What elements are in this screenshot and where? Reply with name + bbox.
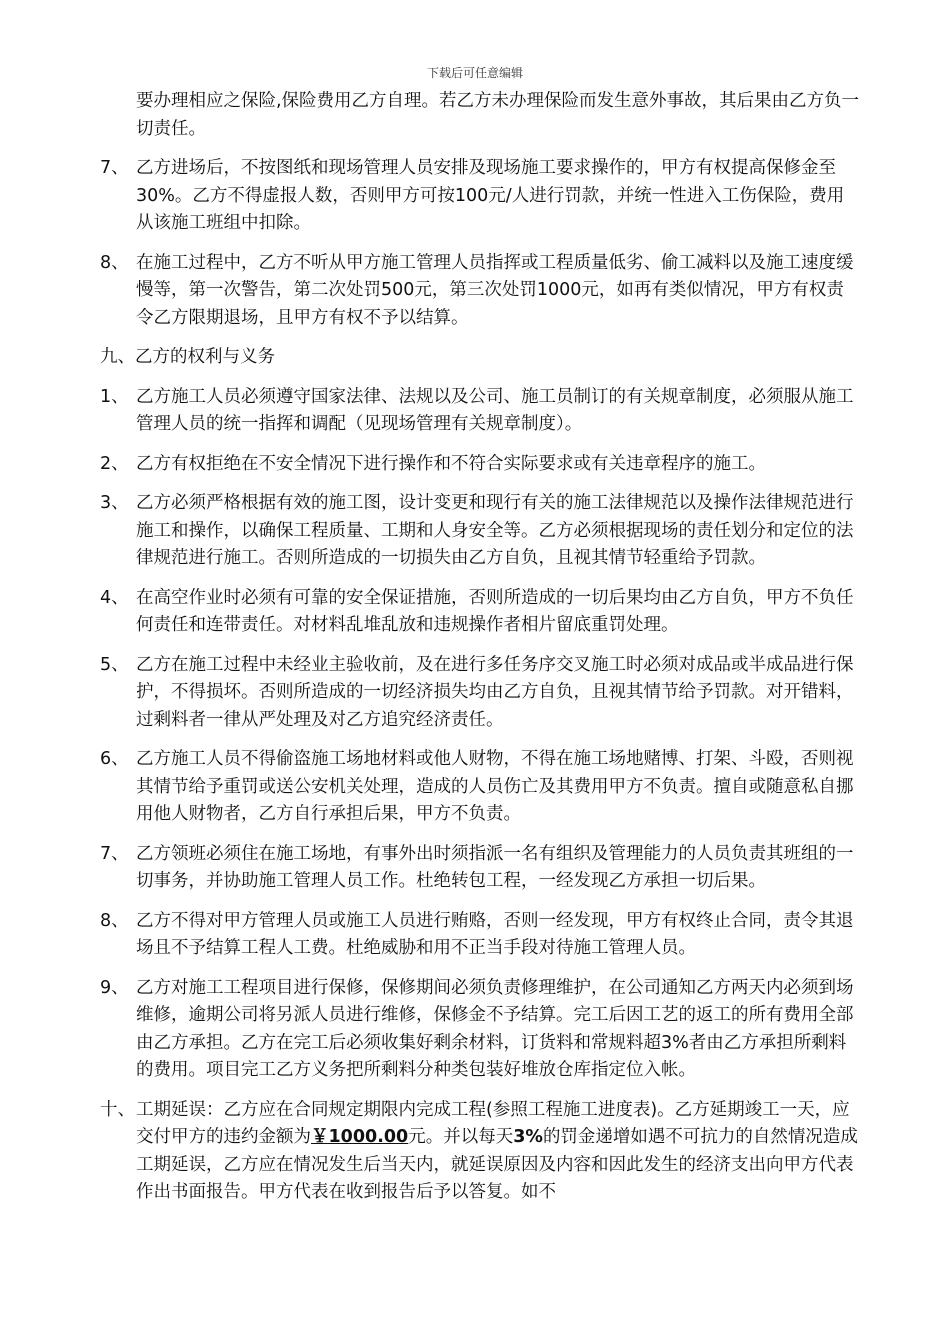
clause-text: 乙方领班必须住在施工场地，有事外出时须指派一名有组织及管理能力的人员负责其班组的一切事务，并协助施工管理人员工作。杜绝转包工程，一经发现乙方承担一切后果。	[136, 843, 854, 891]
clause-9-4	[100, 585, 860, 640]
clause-number: 3、	[100, 493, 129, 513]
section-text-part1: 工期延误：乙方应在合同规定期限内完成工程(参照工程施工进度表)。乙方延期竣工一天，应交付甲方的违约金额为	[136, 1099, 850, 1147]
clause-text: 乙方不得对甲方管理人员或施工人员进行贿赂，否则一经发现，甲方有权终止合同，责令其退场且不予结算工程人工费。杜绝威胁和用不正当手段对待施工管理人员。	[136, 910, 854, 958]
section-text-part3: 的罚金递增如遇不可抗力的自然情况造成工期延误，乙方应在情况发生后当天内，就延误原因及内容和因此发生的经济支出向甲方代表作出书面报告。甲方代表在收到报告后予以答复。如不	[136, 1127, 858, 1202]
clause-text: 乙方有权拒绝在不安全情况下进行操作和不符合实际要求或有关违章程序的施工。	[136, 453, 766, 474]
clause-number: 9、	[100, 977, 129, 998]
clause-text: 在施工过程中，乙方不听从甲方施工管理人员指挥或工程质量低劣、偷工减料以及施工速度缓慢等，第一次警告，第二次处罚500元，第三次处罚1000元，如再有类似情况，甲方有权责令乙方限期退场，且甲方有权不予以结算。	[136, 252, 854, 328]
section-number: 十、	[100, 1099, 135, 1120]
clause-number: 5、	[100, 654, 129, 675]
clause-number: 7、	[100, 843, 129, 864]
clause-text: 在高空作业时必须有可靠的安全保证措施，否则所造成的一切后果均由乙方自负，甲方不负任何责任和连带责任。对材料乱堆乱放和违规操作者相片留底重罚处理。	[136, 587, 854, 635]
document-body	[100, 88, 860, 1219]
clause-9-5	[100, 652, 860, 735]
clause-text: 乙方必须严格根据有效的施工图，设计变更和现行有关的施工法律规范以及操作法律规范进行施工和操作，以确保工程质量、工期和人身安全等。乙方必须根据现场的责任划分和定位的法律规范进行施工。否则所造成的一切损失由乙方自负，且视其情节轻重给予罚款。	[136, 493, 854, 568]
clause-9-2	[100, 451, 860, 479]
clause-number: 7、	[100, 158, 129, 178]
penalty-rate: 3%	[513, 1127, 543, 1147]
section-10-delay	[100, 1097, 860, 1207]
clause-number: 8、	[100, 910, 129, 931]
clause-9-3	[100, 490, 860, 573]
continuation-paragraph: 要办理相应之保险,保险费用乙方自理。若乙方未办理保险而发生意外事故，其后果由乙方负一切责任。	[136, 91, 860, 139]
clause-text: 乙方进场后，不按图纸和现场管理人员安排及现场施工要求操作的，甲方有权提高保修金至30%。乙方不得虚报人数，否则甲方可按100元/人进行罚款，并统一性进入工伤保险，费用从该施工班组中扣除。	[136, 158, 845, 233]
clause-8-8	[100, 250, 860, 333]
clause-number: 8、	[100, 252, 129, 273]
section-text-part2: 元。并以每天	[408, 1127, 514, 1147]
clause-9-6	[100, 746, 860, 829]
page-header: 下载后可任意编辑	[426, 66, 523, 80]
clause-number: 1、	[100, 386, 129, 407]
clause-text: 乙方施工人员必须遵守国家法律、法规以及公司、施工员制订的有关规章制度，必须服从施工管理人员的统一指挥和调配（见现场管理有关规章制度）。	[136, 386, 854, 434]
clause-number: 2、	[100, 453, 129, 474]
clause-text: 乙方施工人员不得偷盗施工场地材料或他人财物，不得在施工场地赌博、打架、斗殴，否则视其情节给予重罚或送公安机关处理，造成的人员伤亡及其费用甲方不负责。擅自或随意私自挪用他人财物者，乙方自行承担后果，甲方不负责。	[136, 749, 854, 824]
clause-8-7	[100, 155, 860, 238]
clause-number: 4、	[100, 587, 129, 608]
clause-number: 6、	[100, 749, 129, 769]
clause-9-8	[100, 908, 860, 963]
section-9-heading: 九、乙方的权利与义务	[100, 347, 275, 367]
clause-text: 乙方在施工过程中未经业主验收前，及在进行多任务序交叉施工时必须对成品或半成品进行保护，不得损坏。否则所造成的一切经济损失均由乙方自负，且视其情节给予罚款。对开错料，过剩料者一律从严处理及对乙方追究经济责任。	[136, 654, 854, 730]
penalty-amount: ￥1000.00	[311, 1127, 409, 1147]
clause-text: 乙方对施工工程项目进行保修，保修期间必须负责修理维护，在公司通知乙方两天内必须到场维修，逾期公司将另派人员进行维修，保修金不予结算。完工后因工艺的返工的所有费用全部由乙方承担。乙方在完工后必须收集好剩余材料，订货料和常规料超3%者由乙方承担所剩料的费用。项目完工乙方义务把所剩料分种类包装好堆放仓库指定位入帐。	[136, 977, 854, 1080]
clause-9-1	[100, 384, 860, 439]
clause-9-7	[100, 841, 860, 896]
clause-9-9	[100, 975, 860, 1085]
